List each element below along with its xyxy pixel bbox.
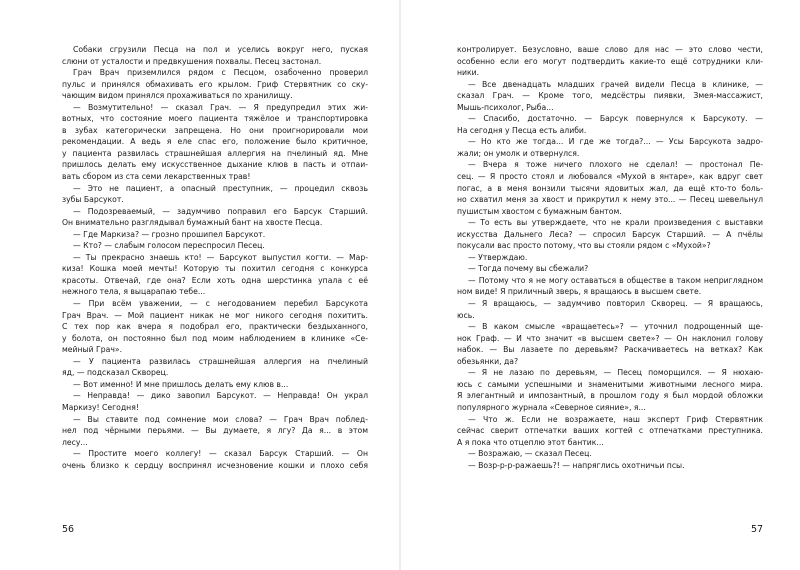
right-page-number: 57 (751, 524, 764, 535)
book-gutter (399, 0, 401, 570)
text-line: — Возражаю, — сказал Песец. (468, 449, 592, 459)
text-line: Собаки сгрузили Песца на пол и уселись вокруг него, пуская (73, 45, 368, 54)
text-line: вать сбором из ста семи лекарственных трав! (62, 172, 251, 182)
text-line: обезьянки, да? (457, 356, 519, 366)
text-line: — Возр-р-р-ражаешь?! — напряглись охотничьи псы. (468, 460, 685, 470)
text-line: — Кто? — слабым голосом переспросил Песец. (73, 241, 265, 251)
text-line: пришлось делать ему искусственное дыхание клюв в пасть и отпаи- (62, 160, 368, 170)
text-line: яд, — подсказал Скворец. (62, 368, 169, 378)
text-line: — Спасибо, достаточно. — Барсук повернулся к Барсукоту. — (468, 114, 763, 124)
text-line: киза! Кошка моей мечты! Которую ты похитил сегодня с конкурса (62, 264, 368, 274)
text-line: красоты. Отвечай, где она? Если хоть одна шерстинка упала с её (62, 275, 368, 285)
text-line: — В каком смысле «вращаетесь»? — уточнил подрощенный ще- (468, 322, 763, 332)
text-line: у пациента развилась страшнейшая аллергия на пчелиный яд. Мне (62, 148, 368, 158)
text-line: — Все двенадцать младших грачей видели Песца в клинике, — (468, 79, 763, 89)
text-line: мейный Грач». (62, 345, 123, 355)
text-line: набок. — Вы лазаете по деревьям? Раскачиваетесь на ветках? Как (457, 345, 763, 355)
text-line: — Возмутительно! — сказал Грач. — Я предупредил этих жи- (73, 102, 368, 112)
text-line: пушистым хвостом с бумажным бантом. (457, 206, 622, 216)
text-line: — Но кто же тогда... И где же тогда?... — Усы Барсукота задро- (468, 137, 763, 147)
text-line: погас, а в меня вонзили тысячи ядовитых жал, да ещё кто-то боль- (457, 183, 763, 193)
text-line: слюни от усталости и предвкушения похвалы. Песец застонал. (62, 56, 322, 66)
text-line: но схватил меня за хвост и прикрутил к нему это... — Песец шевельнул (457, 195, 763, 205)
text-line: Он внимательно разглядывал бумажный бант на хвосте Песца. (62, 218, 323, 228)
text-line: юсь с самыми успешными и знаменитыми животными лесного мира. (457, 379, 763, 389)
text-line: Маркизу! Сегодня! (62, 402, 139, 412)
text-line: — Потому что я не могу оставаться в обществе в таком неприглядном (468, 275, 763, 285)
text-line: А я пока что отцеплю этот бантик... (457, 437, 604, 447)
text-line: — Вы ставите под сомнение мои слова? — Грач Врач поблед- (73, 414, 368, 424)
text-line: пульс и принялся обмахивать его крылом. Гриф Стервятник со ску- (62, 79, 368, 89)
text-line: сказал Грач. — Кроме того, медсёстры пиявки, Змея-массажист, (457, 91, 763, 101)
text-line: — Неправда! — дико завопил Барсукот. — Неправда! Он украл (73, 391, 368, 401)
text-line: — То есть вы утверждаете, что не крали произведения с выставки (468, 218, 763, 228)
text-line: — Утверждаю. (468, 252, 528, 262)
text-line: — Простите моего коллегу! — сказал Барсук Старший. — Он (73, 449, 368, 459)
text-line: сейчас сверит отпечатки ваших когтей с отпечатками преступника. (457, 426, 763, 436)
text-line: — Это не пациент, а опасный преступник, — процедил сквозь (73, 183, 368, 193)
text-line: Грач Врач приземлился рядом с Песцом, озабоченно проверил (73, 68, 368, 78)
text-line: нок Граф. — И что значит «в высшем свете»? — Он наклонил голову (457, 333, 763, 343)
text-line: рекомендации. А ведь я еле спас его, положение было критичное, (62, 137, 368, 147)
right-page-text (457, 44, 763, 471)
left-page (62, 44, 368, 471)
text-line: Грач Врач. — Мой пациент никак не мог никого сегодня похитить. (62, 310, 368, 320)
text-line: — Вчера я тоже ничего плохого не сделал! — простонал Пе- (468, 160, 763, 170)
text-line: С тех пор как вчера я подобрал его, практически бездыханного, (62, 322, 368, 332)
text-line: сец. — Я просто стоял и любовался «Мухой в янтаре», как вдруг свет (457, 172, 763, 182)
right-page (457, 44, 763, 471)
text-line: — При всём уважении, — с негодованием перебил Барсукота (73, 299, 368, 309)
text-line: в зубах категорически запрещена. Но они проигнорировали мои (62, 125, 368, 135)
text-line: у болота, он постоянно был под моим наблюдением в клинике «Се- (62, 333, 368, 343)
text-line: ном виде! Я приличный зверь, я вращаюсь в высшем свете. (457, 287, 702, 297)
text-line: — Подозреваемый, — задумчиво поправил его Барсук Старший. (73, 206, 368, 216)
text-line: — Где Маркиза? — грозно прошипел Барсукот. (73, 229, 266, 239)
text-line: — Что ж. Если не возражаете, наш эксперт Гриф Стервятник (468, 414, 763, 424)
left-page-text (62, 44, 368, 471)
text-line: покусали вас просто потому, что вы стояли рядом с «Мухой»? (457, 241, 711, 251)
text-line: зубы Барсукот. (62, 195, 124, 205)
text-line: популярного журнала «Северное сияние», я... (457, 402, 646, 412)
text-line: — Я вращаюсь, — задумчиво повторил Скворец. — Я вращаюсь, (468, 299, 763, 309)
text-line: очень близко к сердцу воспринял исчезновение кошки и плохо себя (62, 460, 368, 470)
text-line: — Я не лазаю по деревьям, — Песец поморщился. — Я нюхаю- (468, 368, 763, 378)
text-line: На сегодня у Песца есть алиби. (457, 125, 587, 135)
text-line: Я элегантный и импозантный, в прошлом году я был мордой обложки (457, 391, 763, 401)
text-line: чающим видом принялся прохаживаться по хранилищу. (62, 91, 293, 101)
text-line: — У пациента развилась страшнейшая аллергия на пчелиный (73, 356, 368, 366)
text-line: контролирует. Безусловно, ваше слово для нас — это слово чести, (457, 45, 763, 54)
text-line: Мышь-психолог, Рыба... (457, 102, 554, 112)
text-line: лесу... (62, 437, 88, 447)
text-line: жали; он умолк и отвернулся. (457, 148, 580, 158)
text-line: юсь. (457, 310, 475, 320)
text-line: — Ты прекрасно знаешь кто! — Барсукот выпустил когти. — Мар- (73, 252, 368, 262)
text-line: искусства Дальнего Леса? — спросил Барсук Старший. — А пчёлы (457, 229, 763, 239)
left-page-number: 56 (62, 524, 75, 535)
text-line: вотных, что состояние моего пациента тяжёлое и транспортировка (62, 114, 368, 124)
text-line: — Вот именно! И мне пришлось делать ему клюв в... (73, 379, 289, 389)
text-line: ники. (457, 68, 480, 78)
text-line: нежного тела, я выцарапаю тебе... (62, 287, 206, 297)
text-line: нел под чёрными перьями. — Вы думаете, я лгу? Да я... в этом (62, 426, 368, 436)
text-line: особенно если его могут подтвердить какие-то ещё сотрудники кли- (457, 56, 763, 66)
text-line: — Тогда почему вы сбежали? (468, 264, 589, 274)
